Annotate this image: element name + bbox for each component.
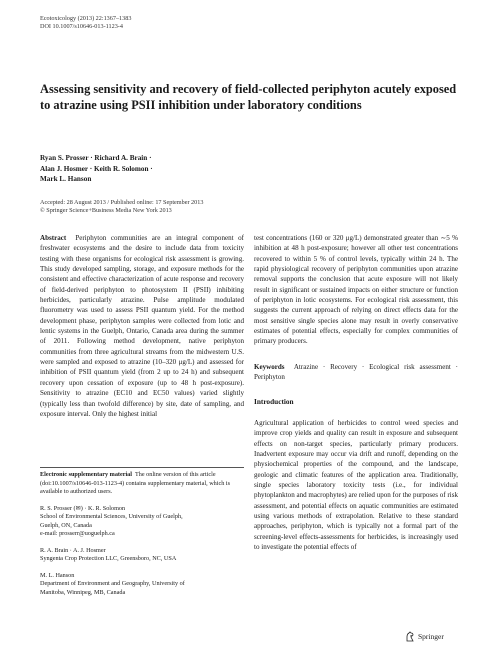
accepted-date: Accepted: 28 August 2013 / Published online: 17 September 2013 <box>40 199 204 206</box>
author-line: Ryan S. Prosser · Richard A. Brain · <box>40 154 152 162</box>
affiliation-2 <box>40 547 244 564</box>
keywords-label: Keywords <box>254 362 285 371</box>
publication-dates <box>40 199 203 215</box>
keywords-text: Atrazine · Recovery · Ecological risk assessment · Periphyton <box>254 362 458 382</box>
affiliation-email[interactable]: e-mail: prosserr@uoguelph.ca <box>40 530 115 537</box>
article-title: Assessing sensitivity and recovery of field-collected periphyton acutely exposed to atrazine using PSII inhibition under laboratory conditions <box>40 82 457 112</box>
affiliation-line: M. L. Hanson <box>40 571 75 579</box>
footnote-divider <box>40 467 244 468</box>
affiliation-line: School of Environmental Sciences, University of Guelph, <box>40 513 183 520</box>
affiliation-line: Syngenta Crop Protection LLC, Greensboro, NC, USA <box>40 555 177 562</box>
copyright-line: © Springer Science+Business Media New York 2013 <box>40 207 172 214</box>
affiliation-line: R. A. Brain · A. J. Hosmer <box>40 546 106 554</box>
abstract-label: Abstract <box>40 234 67 242</box>
publisher-name: Springer <box>418 632 444 641</box>
esm-label: Electronic supplementary material <box>40 471 132 478</box>
author-list <box>40 153 340 185</box>
abstract-text-left: Periphyton communities are an integral component of freshwater ecosystems and the desire to include data from toxicity testing with these organisms for ecological risk assessment is growing. This study developed sampling, storage, and exposure methods for the consistent and effective characterization of acute response and recovery of field-derived periphyton to photosystem II (PSII) inhibiting herbicides, particularly atrazine. Pulse amplitude modulated fluorometry was used to assess PSII quantum yield. For the method development phase, periphyton samples were collected from lotic and lentic systems in the Guelph, Ontario, Canada area during the summer of 2011. Following method development, native periphyton communities from three agricultural streams from the midwestern U.S. were sampled and exposed to atrazine (10–320 μg/L) and assessed for inhibition of PSII quantum yield (from 2 up to 24 h) and subsequent recovery upon cessation of exposure (up to 48 h post-exposure). Sensitivity to atrazine (EC10 and EC50 values) varied slightly (typically less than twofold difference) by site, date of sampling, and exposure interval. Only the highest initial <box>40 234 244 418</box>
affiliation-3 <box>40 572 244 598</box>
affiliation-line: Guelph, ON, Canada <box>40 521 92 529</box>
author-line: Mark L. Hanson <box>40 175 92 184</box>
abstract-text-right: test concentrations (160 or 320 μg/L) demonstrated greater than ∼5 % inhibition at 48 h post-exposure; however all other test concentrations recovered to within 5 % of control levels, typically within 24 h. The rapid physiological recovery of periphyton communities upon atrazine removal supports the conclusion that acute exposure will not likely result in significant or sustained impacts on either structure or function of periphyton in lotic ecosystems. For ecological risk assessment, this suggests the current approach of relying on direct effects data for the most sensitive single species alone may result in overly conservative estimates of potential effects, especially for complex communities of primary producers. <box>254 234 458 346</box>
affiliation-1 <box>40 505 244 539</box>
affiliation-line: Department of Environment and Geography, University of <box>40 580 185 587</box>
affiliation-line: Manitoba, Winnipeg, MB, Canada <box>40 588 126 596</box>
author-line: Alan J. Hosmer · Keith R. Solomon · <box>40 164 153 173</box>
esm-note <box>40 471 244 497</box>
footnotes <box>40 471 244 605</box>
abstract-right-column <box>254 233 458 552</box>
introduction-text: Agricultural application of herbicides to control weed species and improve crop yields and quality can result in exposure and subsequent effects on non-target species, particularly primary producers. Inadvertent exposure may occur via drift and runoff, depending on the physiochemical properties of the compound, and the landscape, geologic and climatic features of the application area. Traditionally, single species laboratory toxicity tests (i.e., for individual phytoplankton and macrophytes) are relied upon for the purposes of risk assessment, and potential effects on aquatic communities are estimated using various methods of extrapolation. Relative to these standard approaches, periphyton, which is typically not a formal part of the screening-level effects-assessments for herbicides, is increasingly used to investigate the potential effects of <box>254 418 458 551</box>
journal-doi: DOI 10.1007/s10646-013-1123-4 <box>40 23 123 30</box>
springer-horse-icon <box>405 631 415 642</box>
affiliation-line: R. S. Prosser (✉) · K. R. Solomon <box>40 504 126 512</box>
journal-header <box>40 15 131 31</box>
publisher-logo <box>405 631 444 642</box>
journal-citation: Ecotoxicology (2013) 22:1367–1383 <box>40 15 132 22</box>
abstract-left-column <box>40 233 244 419</box>
keywords-block <box>254 362 458 383</box>
esm-text: The online version of this article (doi:10.1007/s10646-013-1123-4) contains supplementary material, which is available to authorized users. <box>40 471 230 495</box>
introduction-heading: Introduction <box>254 397 294 407</box>
